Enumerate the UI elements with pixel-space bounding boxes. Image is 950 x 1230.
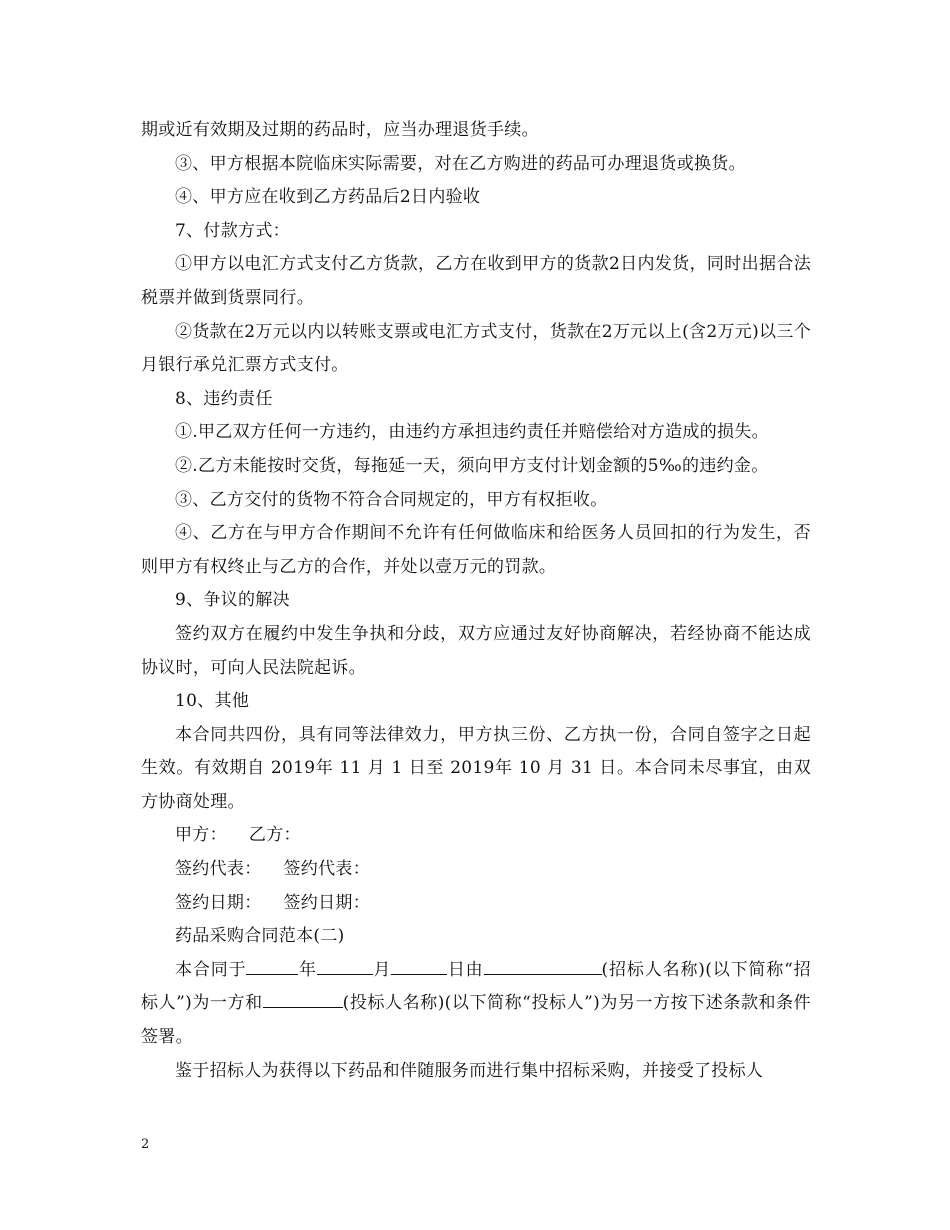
blank-bidder-name: [263, 989, 343, 1008]
page-number: 2: [141, 1137, 150, 1152]
paragraph-payment-wire: ①甲方以电汇方式支付乙方货款，乙方在收到甲方的货款2日内发货，同时出据合法税票并做到货票同行。: [141, 254, 811, 308]
heading-breach-liability: 8、违约责任: [175, 388, 273, 409]
date-b-label: 签约日期：: [283, 892, 370, 913]
heading-dispute: 9、争议的解决: [175, 590, 290, 611]
paragraph-return-procedure: 期或近有效期及过期的药品时，应当办理退货手续。: [141, 120, 539, 140]
blank-tenderer-name: [484, 956, 602, 975]
blank-month: [317, 956, 373, 975]
signature-rep-line: [141, 853, 811, 887]
page-body: [141, 114, 811, 1088]
heading-other: 10、其他: [175, 691, 250, 712]
paragraph-dispute: 签约双方在履约中发生争执和分歧，双方应通过友好协商解决，若经协商不能达成协议时，可向人民法院起诉。: [141, 623, 811, 678]
heading-payment-method: 7、付款方式：: [175, 220, 290, 241]
signature-party-line: [141, 819, 811, 853]
rep-a-label: 签约代表：: [175, 859, 262, 880]
blank-day: [391, 956, 447, 975]
paragraph-breach-2: ②.乙方未能按时交货，每拖延一天，须向甲方支付计划金额的5‰的违约金。: [175, 455, 769, 476]
date-a-label: 签约日期：: [175, 892, 262, 913]
blank-year: [246, 956, 298, 975]
paragraph-return-exchange: ③、甲方根据本院临床实际需要，对在乙方购进的药品可办理退货或换货。: [175, 153, 746, 174]
paragraph-contract-intro: 本合同于 年 月 日由 (招标人名称)(以下简称“招标人”)为一方和 (投标人名称)(以下简称“投标人”)为另一方按下述条款和条件签署。: [141, 954, 811, 1055]
party-b-label: 乙方：: [248, 825, 301, 846]
paragraph-breach-3: ③、乙方交付的货物不符合合同规定的，甲方有权拒收。: [175, 489, 608, 510]
paragraph-inspection: ④、甲方应在收到乙方药品后2日内验收: [175, 187, 481, 208]
paragraph-payment-amount: ②货款在2万元以内以转账支票或电汇方式支付，货款在2万元以上(含2万元)以三个月银行承兑汇票方式支付。: [141, 321, 811, 376]
party-a-label: 甲方：: [175, 825, 227, 846]
signature-date-line: [141, 887, 811, 921]
paragraph-whereas: 鉴于招标人为获得以下药品和伴随服务而进行集中招标采购，并接受了投标人: [175, 1060, 764, 1081]
paragraph-other: 本合同共四份，具有同等法律效力，甲方执三份、乙方执一份，合同自签字之日起生效。有效期自 2019年 11 月 1 日至 2019年 10 月 31 日。本合同未尽事宜，由双方协商处理。: [141, 724, 811, 812]
section-title: 药品采购合同范本(二): [175, 926, 345, 947]
rep-b-label: 签约代表：: [283, 859, 370, 880]
paragraph-breach-4: ④、乙方在与甲方合作期间不允许有任何做临床和给医务人员回扣的行为发生，否则甲方有权终止与乙方的合作，并处以壹万元的罚款。: [141, 523, 811, 577]
paragraph-breach-1: ①.甲乙双方任何一方违约，由违约方承担违约责任并赔偿给对方造成的损失。: [175, 422, 769, 443]
